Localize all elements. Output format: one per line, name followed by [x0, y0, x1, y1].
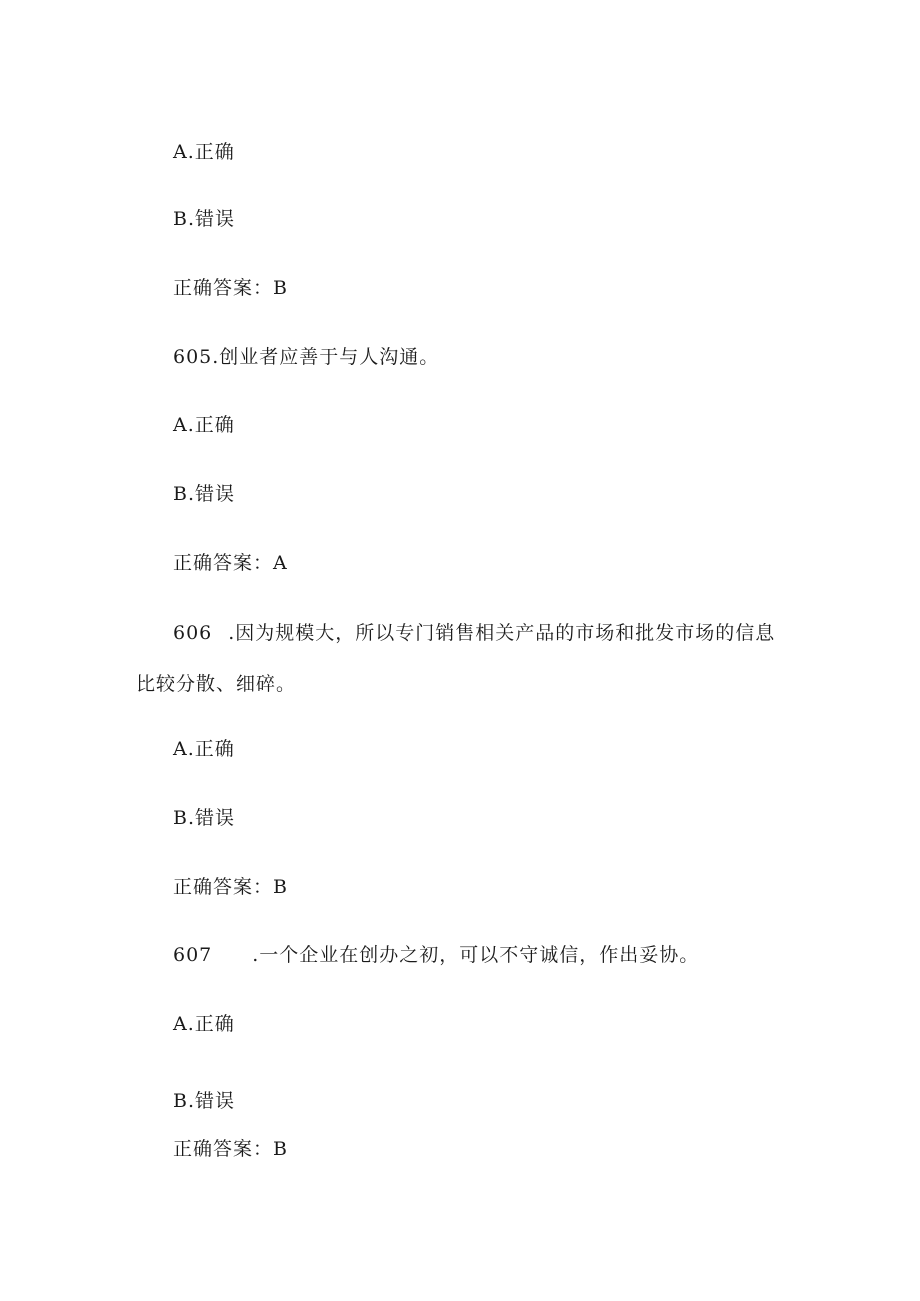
q606-option-b: B.错误 [173, 807, 236, 829]
q606-option-a: A.正确 [173, 738, 235, 760]
q607-number: 607 [173, 944, 213, 966]
q604-answer: 正确答案：B [173, 277, 288, 299]
q607-stem-text: .一个企业在创办之初，可以不守诚信，作出妥协。 [252, 944, 700, 966]
q604-option-a: A.正确 [173, 141, 235, 163]
q605-answer: 正确答案：A [173, 552, 288, 574]
q607-option-b: B.错误 [173, 1090, 236, 1112]
q607-stem [173, 943, 699, 967]
q606-stem-text: .因为规模大，所以专门销售相关产品的市场和批发市场的信息 [228, 622, 776, 644]
q605-option-a: A.正确 [173, 414, 235, 436]
q607-option-a: A.正确 [173, 1013, 235, 1035]
q604-option-b: B.错误 [173, 208, 236, 230]
q606-stem-line2: 比较分散、细碎。 [136, 673, 297, 695]
q605-stem: 605.创业者应善于与人沟通。 [173, 346, 440, 368]
q606-stem-line1 [173, 621, 775, 645]
q606-number: 606 [173, 622, 213, 644]
q606-answer: 正确答案：B [173, 876, 288, 898]
q605-option-b: B.错误 [173, 483, 236, 505]
q607-answer: 正确答案：B [173, 1138, 288, 1160]
